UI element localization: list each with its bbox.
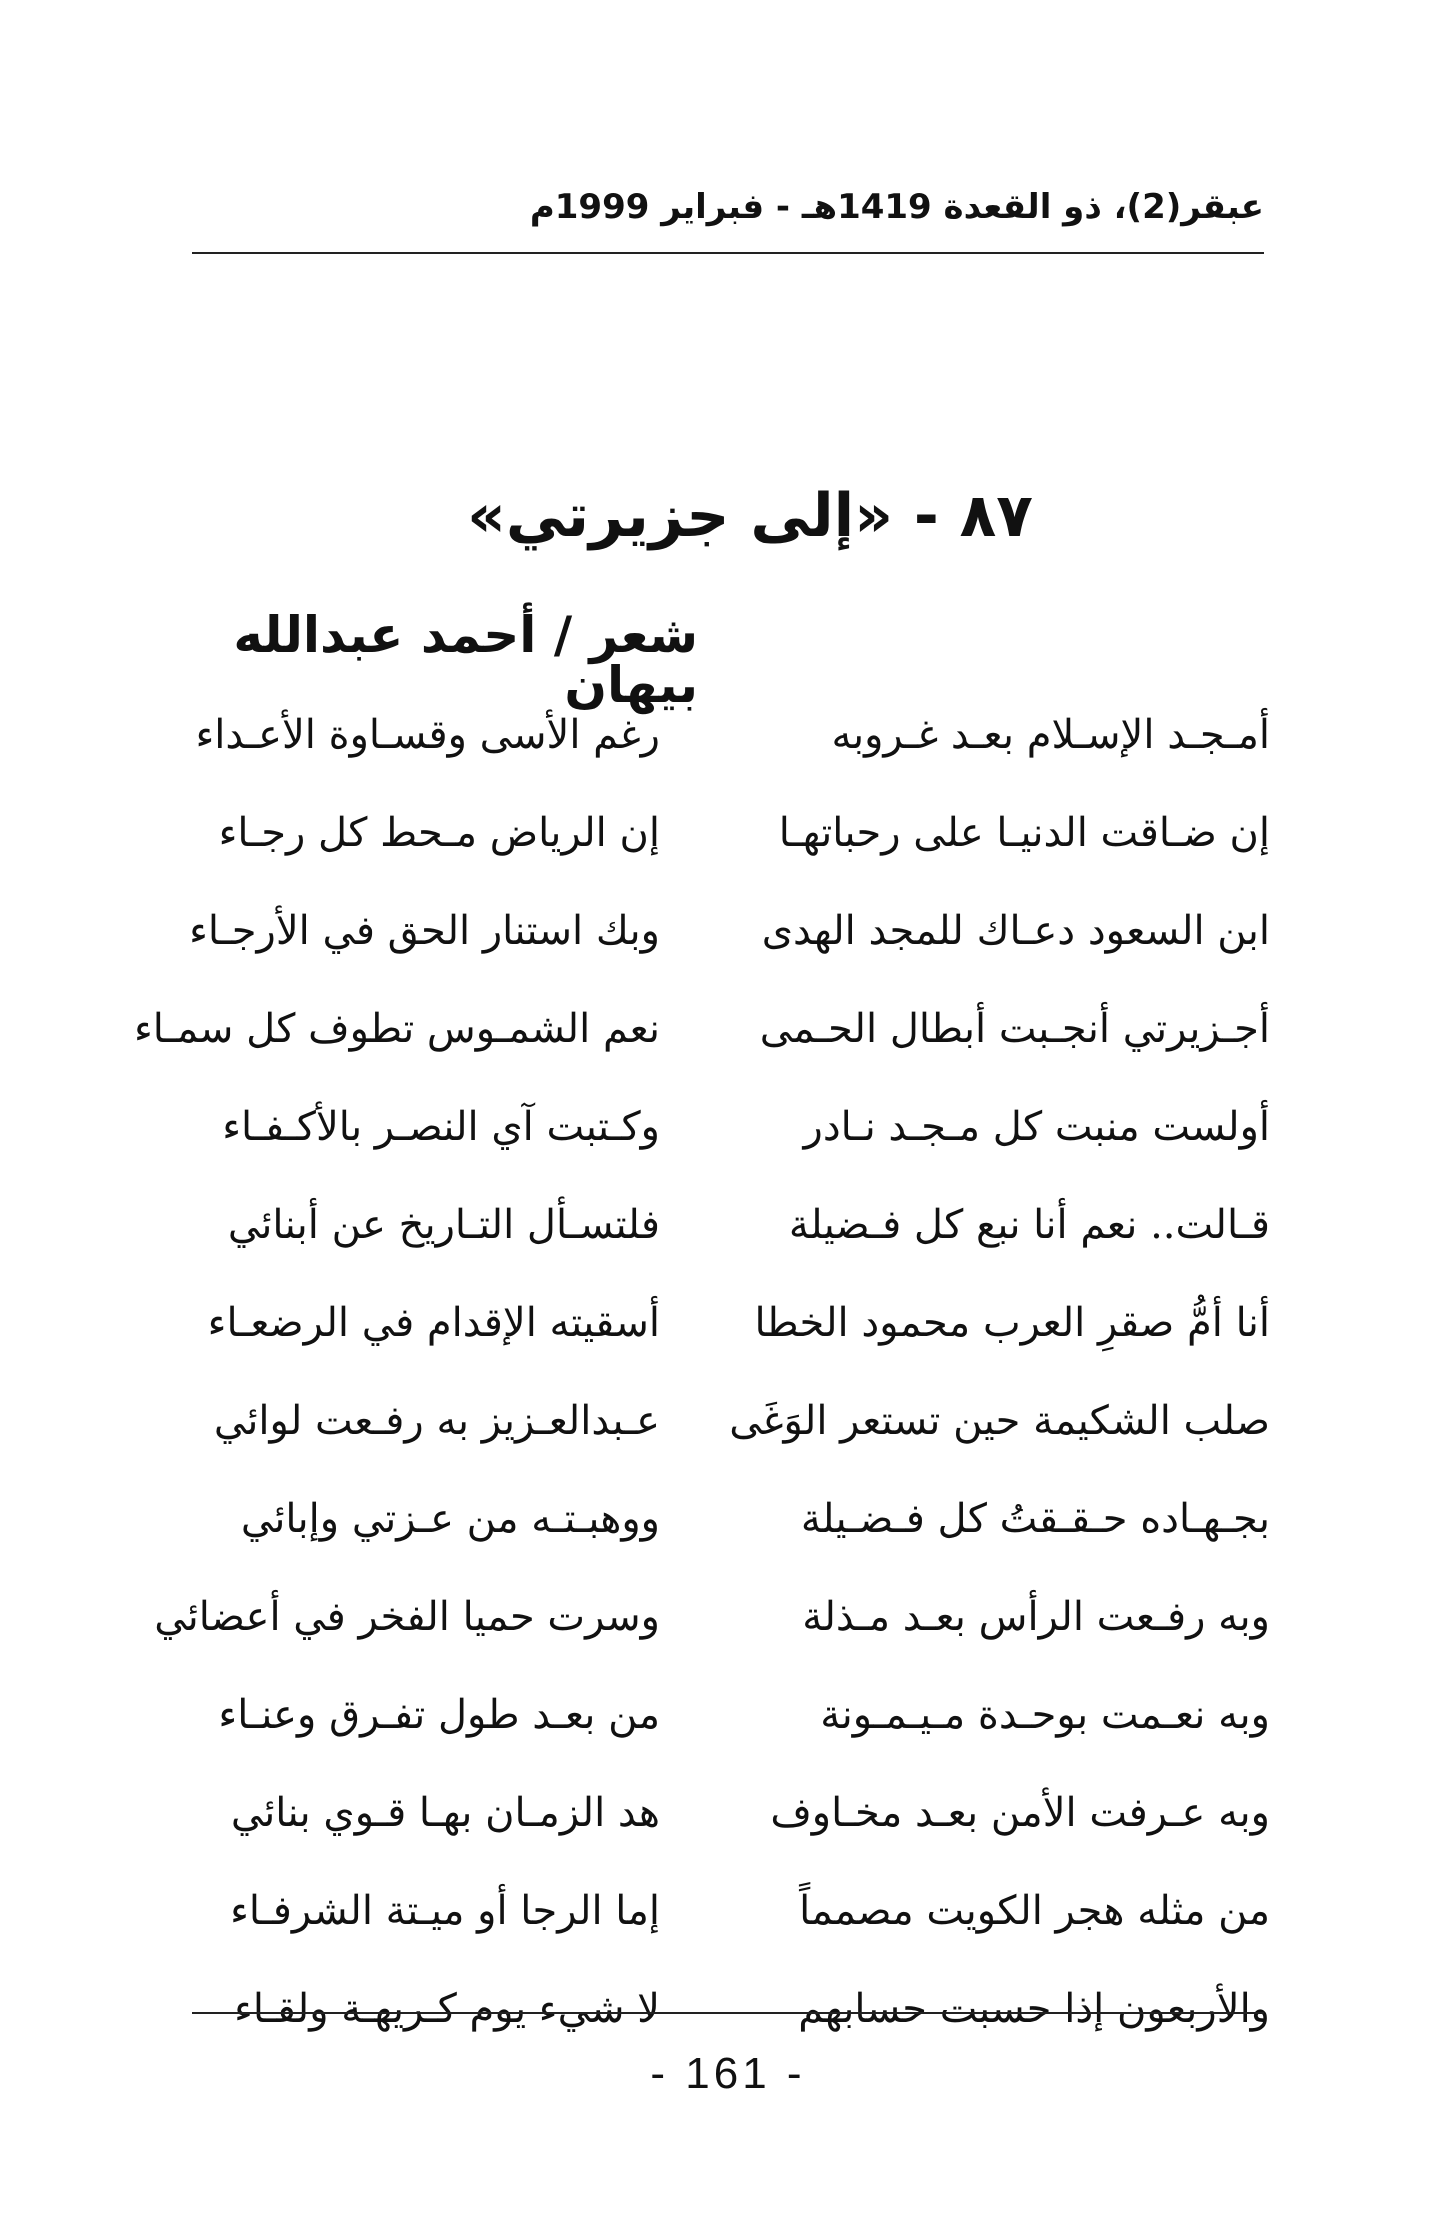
verse-second-hemistich: رغم الأسى وقسـاوة الأعـداء	[195, 712, 660, 758]
poem-title: ٨٧ - «إلى جزيرتي»	[467, 481, 1033, 551]
verse-first-hemistich: صلب الشكيمة حين تستعر الوَغَى	[729, 1398, 1270, 1444]
verse-first-hemistich: وبه رفـعت الرأس بعـد مـذلة	[802, 1594, 1270, 1640]
footer-rule	[192, 2012, 1264, 2014]
verse-first-hemistich: إن ضـاقت الدنيـا على رحباتهـا	[778, 810, 1270, 856]
verse-first-hemistich: قـالت.. نعم أنا نبع كل فـضيلة	[788, 1202, 1270, 1248]
poem-verses	[134, 705, 1270, 2077]
verse-first-hemistich: بجـهـاده حـقـقتُ كل فـضـيلة	[800, 1496, 1270, 1542]
verse-second-hemistich: وسرت حميا الفخر في أعضائي	[154, 1594, 660, 1640]
verse	[180, 1097, 1270, 1195]
verse-first-hemistich: أجـزيرتي أنجـبت أبطال الحـمى	[759, 1006, 1270, 1052]
poem-byline: شعر / أحمد عبدالله بيهان	[233, 606, 698, 714]
verse-second-hemistich: أسقيته الإقدام في الرضعـاء	[207, 1300, 660, 1346]
verse	[180, 1881, 1270, 1979]
verse-second-hemistich: ووهبـتـه من عـزتي وإبائي	[240, 1496, 660, 1542]
verse-second-hemistich: لا شيء يوم كـريهـة ولقـاء	[234, 1986, 660, 2032]
verse	[134, 999, 1270, 1097]
verse-first-hemistich: أمـجـد الإسـلام بعـد غـروبه	[831, 712, 1270, 758]
verse-first-hemistich: أولست منبت كل مـجـد نـادر	[803, 1104, 1270, 1150]
header-rule	[192, 252, 1264, 254]
verse-second-hemistich: وبك استنار الحق في الأرجـاء	[189, 908, 660, 954]
verse-second-hemistich: وكـتبت آي النصـر بالأكـفـاء	[222, 1104, 660, 1150]
verse-first-hemistich: من مثله هجر الكويت مصمماً	[799, 1888, 1270, 1934]
verse-first-hemistich: أنا أمُّ صقرِ العرب محمود الخطا	[754, 1300, 1270, 1346]
verse	[154, 1587, 1270, 1685]
verse	[180, 803, 1270, 901]
verse-second-hemistich: من بعـد طول تفـرق وعنـاء	[218, 1692, 660, 1738]
verse-second-hemistich: عـبدالعـزيز به رفـعت لوائي	[213, 1398, 660, 1444]
verse	[180, 901, 1270, 999]
verse-first-hemistich: وبه عـرفت الأمن بعـد مخـاوف	[770, 1790, 1270, 1836]
verse-second-hemistich: إما الرجا أو ميـتة الشرفـاء	[230, 1888, 660, 1934]
verse-second-hemistich: نعم الشمـوس تطوف كل سمـاء	[134, 1006, 660, 1052]
verse	[180, 1391, 1270, 1489]
verse-second-hemistich: هد الزمـان بهـا قـوي بنائي	[230, 1790, 660, 1836]
verse	[180, 1195, 1270, 1293]
verse	[180, 1783, 1270, 1881]
verse-first-hemistich: ابن السعود دعـاك للمجد الهدى	[761, 908, 1270, 954]
verse	[180, 705, 1270, 803]
page-number: - 161 -	[650, 2049, 806, 2098]
verse-first-hemistich: وبه نعـمت بوحـدة مـيـمـونة	[820, 1692, 1270, 1738]
verse-first-hemistich: والأربعون إذا حسبت حسابهم	[798, 1986, 1270, 2032]
running-head: عبقر(2)، ذو القعدة 1419هـ - فبراير 1999م	[529, 187, 1264, 227]
verse	[180, 1685, 1270, 1783]
verse	[180, 1293, 1270, 1391]
verse-second-hemistich: إن الرياض مـحط كل رجـاء	[218, 810, 660, 856]
verse-second-hemistich: فلتسـأل التـاريخ عن أبنائي	[227, 1202, 660, 1248]
verse	[180, 1489, 1270, 1587]
